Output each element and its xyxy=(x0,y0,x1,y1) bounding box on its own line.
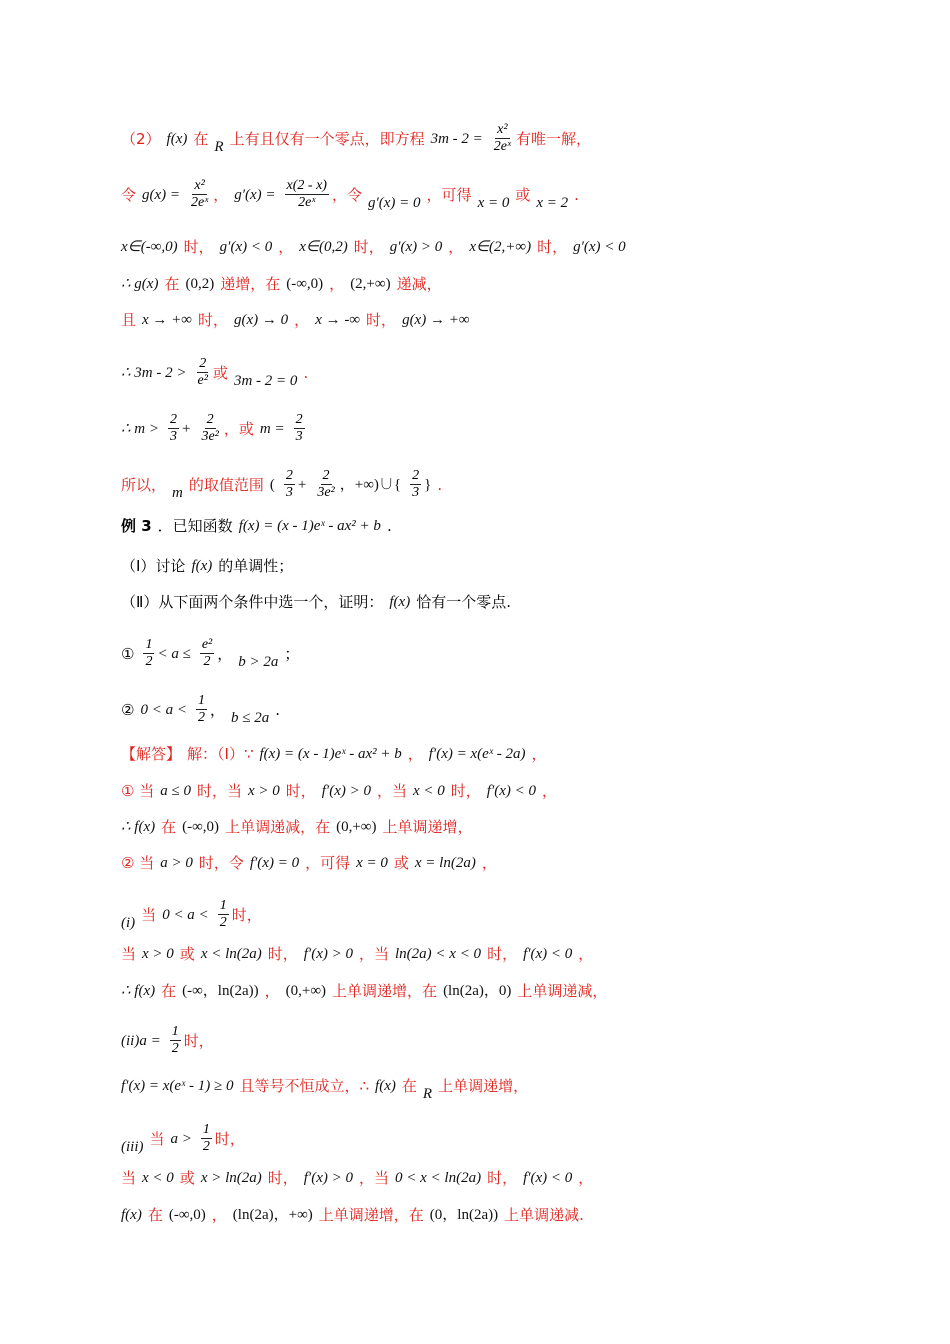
text-run: 或 xyxy=(515,185,531,204)
text-run: 上单调递增， xyxy=(438,1077,529,1095)
text-run: 或 xyxy=(212,363,228,382)
fraction-denominator: e² xyxy=(197,373,208,388)
text-run: ， xyxy=(329,275,345,293)
math-expression: x = ln(2a) xyxy=(414,855,476,871)
math-expression: f(x) xyxy=(166,130,188,147)
math-expression: f′(x) = x(eˣ - 1) ≥ 0 xyxy=(121,1078,234,1094)
text-run: 且 xyxy=(121,311,137,329)
text-run: ① xyxy=(121,644,135,663)
math-expression: g′(x) = xyxy=(234,186,276,203)
math-expression: (2,+∞) xyxy=(350,276,391,292)
fraction xyxy=(285,178,329,211)
fraction-numerator: 1 xyxy=(197,693,205,708)
fraction-denominator: 3e² xyxy=(201,429,219,444)
math-expression: 3m - 2 = 0 xyxy=(233,372,298,389)
text-run: ，可得 xyxy=(426,185,472,204)
math-expression: ∴ f(x) xyxy=(121,983,156,999)
text-run: 上有且仅有一个零点，即方程 xyxy=(229,129,425,148)
text-run: ， xyxy=(448,238,464,256)
text-run: 时， xyxy=(183,1031,214,1050)
text-line xyxy=(121,1075,534,1102)
fraction-denominator: 2 xyxy=(219,915,227,930)
fraction-numerator: 2 xyxy=(412,468,420,483)
fraction xyxy=(492,122,513,155)
text-run: ， xyxy=(217,644,233,663)
math-expression: + xyxy=(182,420,191,437)
math-expression: f(x) xyxy=(389,594,411,610)
text-run: 令 xyxy=(121,185,137,204)
math-expression: f′(x) > 0 xyxy=(321,783,371,799)
text-run: 上单调递增， xyxy=(382,818,473,836)
math-expression: (ln(2a)，0) xyxy=(443,983,512,999)
fraction-denominator: 2eˣ xyxy=(493,139,511,154)
math-expression: g′(x) < 0 xyxy=(573,239,626,255)
fraction-denominator: 2 xyxy=(197,710,205,725)
math-expression: (0，ln(2a)) xyxy=(429,1207,499,1223)
fraction-numerator: x² xyxy=(497,122,508,137)
fraction-numerator: e² xyxy=(201,637,213,652)
text-run: 时， xyxy=(183,238,214,256)
text-line xyxy=(121,816,479,837)
fraction-denominator: 3 xyxy=(412,485,420,500)
math-expression: m xyxy=(172,484,183,501)
math-expression: f′(x) < 0 xyxy=(523,1170,573,1186)
text-run: 上单调递增，在 xyxy=(318,1206,424,1224)
text-line xyxy=(121,980,613,1001)
math-expression: a > 0 xyxy=(160,855,193,871)
math-expression: a > xyxy=(170,1130,192,1147)
text-run: ， xyxy=(578,1169,594,1187)
text-run: 恰有一个零点. xyxy=(416,593,511,611)
text-run: 解：（Ⅰ）∵ xyxy=(187,745,254,763)
fraction-denominator: 2 xyxy=(202,1139,210,1154)
text-line xyxy=(121,780,563,801)
fraction xyxy=(201,1122,212,1155)
math-expression: (-∞,0) xyxy=(286,276,324,292)
text-run: 时， xyxy=(450,782,481,800)
math-expression: } xyxy=(424,476,432,493)
text-line xyxy=(121,356,314,389)
text-line xyxy=(121,943,599,964)
text-run: 当 xyxy=(141,905,157,924)
text-run: 递增，在 xyxy=(220,275,281,293)
text-run: 上单调递减，在 xyxy=(225,818,331,836)
text-line xyxy=(121,743,553,764)
fraction-numerator: 1 xyxy=(145,637,153,652)
math-expression: x < ln(2a) xyxy=(200,946,262,962)
math-expression: ( xyxy=(269,476,275,493)
fraction-numerator: 1 xyxy=(219,898,227,913)
math-expression: (-∞,0) xyxy=(168,1207,206,1223)
math-expression: ∴ 3m - 2 > xyxy=(121,364,187,381)
text-run: 上单调递减. xyxy=(504,1206,584,1224)
fraction-denominator: 3 xyxy=(170,429,177,444)
text-line xyxy=(121,178,585,211)
text-run: 时， xyxy=(366,311,397,329)
text-line xyxy=(121,555,299,576)
text-run: 上单调递增，在 xyxy=(332,982,438,1000)
math-expression: < a ≤ xyxy=(157,645,191,662)
text-run: 时， xyxy=(231,905,262,924)
text-run: 在 xyxy=(161,818,177,836)
fraction-numerator: 2 xyxy=(199,356,207,371)
math-expression: f(x) xyxy=(375,1078,396,1094)
text-run: 在 xyxy=(401,1077,417,1095)
math-expression: x > 0 xyxy=(142,946,174,962)
math-expression: (i) xyxy=(121,914,136,931)
fraction xyxy=(200,637,214,670)
text-line xyxy=(121,1122,251,1155)
text-run: ，令 xyxy=(331,185,362,204)
math-expression: 0 < a < xyxy=(162,906,209,923)
math-expression: x = 0 xyxy=(477,194,510,211)
fraction-numerator: 2 xyxy=(206,412,214,427)
fraction xyxy=(410,468,421,501)
text-run: ，当 xyxy=(358,1169,389,1187)
text-run: ， xyxy=(213,185,229,204)
text-run: 时， xyxy=(198,311,229,329)
text-run: . xyxy=(275,700,280,719)
text-run: 在 xyxy=(147,1206,163,1224)
text-line xyxy=(121,1204,590,1225)
text-line xyxy=(121,693,286,726)
math-expression: g′(x) = 0 xyxy=(367,194,421,211)
math-expression: (ii)a = xyxy=(121,1032,161,1049)
text-run: 时，当 xyxy=(196,782,242,800)
text-run: 时， xyxy=(353,238,384,256)
math-expression: g′(x) > 0 xyxy=(389,239,443,255)
text-run: （Ⅰ）讨论 xyxy=(121,557,186,575)
text-run: ， xyxy=(209,700,225,719)
math-expression: 0 < a < xyxy=(140,701,187,718)
text-run: 时， xyxy=(214,1129,245,1148)
math-expression: x∈(2,+∞) xyxy=(469,239,532,255)
fraction xyxy=(218,898,229,931)
fraction xyxy=(168,412,179,445)
fraction-denominator: 3e² xyxy=(317,485,335,500)
math-expression: (iii) xyxy=(121,1138,144,1155)
fraction-denominator: 3 xyxy=(285,485,293,500)
text-run: ， xyxy=(278,238,294,256)
fraction-denominator: 2 xyxy=(203,654,211,669)
math-expression: x∈(0,2) xyxy=(299,239,348,255)
text-run: ， xyxy=(481,854,497,872)
fraction xyxy=(199,412,220,445)
text-run: 【解答】 xyxy=(121,745,182,763)
fraction-denominator: 2eˣ xyxy=(191,195,209,210)
math-expression: g(x) = xyxy=(142,186,181,203)
math-expression: (0,+∞) xyxy=(336,819,377,835)
text-run: 时， xyxy=(487,945,518,963)
text-run: ， xyxy=(264,982,280,1000)
text-run: 当 xyxy=(149,1129,165,1148)
text-run: 时， xyxy=(487,1169,518,1187)
fraction xyxy=(294,412,305,445)
text-run: ， xyxy=(211,1206,227,1224)
math-expression: f(x) xyxy=(191,558,213,574)
fraction-denominator: 2 xyxy=(171,1041,179,1056)
math-expression: b ≤ 2a xyxy=(230,709,270,726)
fraction-numerator: 1 xyxy=(202,1122,210,1137)
text-line xyxy=(121,273,448,294)
text-run: 在 xyxy=(164,275,180,293)
math-expression: f(x) = (x - 1)eˣ - ax² + b xyxy=(259,746,402,762)
text-run: 例 3 xyxy=(121,517,152,535)
text-run: ， xyxy=(531,745,547,763)
text-run: ， xyxy=(294,311,310,329)
text-run: ，或 xyxy=(223,419,254,438)
text-run: （2） xyxy=(121,129,161,148)
fraction-numerator: 2 xyxy=(322,468,330,483)
text-run: 在 xyxy=(161,982,177,1000)
math-expression: ，+∞)∪{ xyxy=(339,476,402,493)
fraction xyxy=(196,693,207,726)
math-expression: a ≤ 0 xyxy=(160,783,191,799)
text-run: 或 xyxy=(179,945,195,963)
math-expression: + xyxy=(297,476,307,493)
text-run: 且等号不恒成立，∴ xyxy=(239,1077,370,1095)
text-run: 或 xyxy=(393,854,409,872)
text-run: 时， xyxy=(537,238,568,256)
fraction-numerator: x² xyxy=(194,178,205,193)
text-run: ② 当 xyxy=(121,854,155,872)
fraction-denominator: 3 xyxy=(295,429,303,444)
math-expression: f′(x) > 0 xyxy=(303,946,353,962)
text-line xyxy=(121,236,632,257)
math-expression: (ln(2a)，+∞) xyxy=(232,1207,313,1223)
math-expression: R xyxy=(214,138,224,155)
fraction-numerator: 2 xyxy=(285,468,293,483)
text-line xyxy=(121,1167,599,1188)
math-expression: x → +∞ xyxy=(142,312,192,328)
text-run: ， xyxy=(578,945,594,963)
text-run: ， xyxy=(407,745,423,763)
text-run: ， xyxy=(542,782,558,800)
fraction-denominator: 2eˣ xyxy=(298,195,316,210)
text-line xyxy=(121,852,503,873)
text-line xyxy=(121,898,268,931)
text-run: . xyxy=(303,363,309,382)
math-expression: 0 < x < ln(2a) xyxy=(395,1170,482,1186)
text-run: 时， xyxy=(267,945,298,963)
math-expression: (-∞,0) xyxy=(182,819,220,835)
text-run: 的单调性； xyxy=(218,557,294,575)
text-run: ① 当 xyxy=(121,782,155,800)
math-expression: g′(x) < 0 xyxy=(219,239,273,255)
math-expression: f′(x) > 0 xyxy=(303,1170,353,1186)
text-line xyxy=(121,591,517,612)
text-line xyxy=(121,1024,220,1057)
text-run: ，可得 xyxy=(305,854,351,872)
fraction xyxy=(196,356,210,389)
math-expression: x = 2 xyxy=(536,194,569,211)
text-run: 在 xyxy=(193,129,209,148)
math-expression: x < 0 xyxy=(413,783,445,799)
text-run: 的取值范围 xyxy=(188,475,264,494)
math-expression: g(x) → 0 xyxy=(234,312,289,328)
text-run: ．已知函数 xyxy=(157,517,233,535)
text-run: . xyxy=(574,185,579,204)
text-run: 或 xyxy=(179,1169,195,1187)
text-run: ，当 xyxy=(376,782,407,800)
text-run: 时， xyxy=(285,782,316,800)
math-expression: (-∞，ln(2a)) xyxy=(182,983,259,999)
math-expression: ln(2a) < x < 0 xyxy=(395,946,482,962)
math-expression: (0,+∞) xyxy=(285,983,327,999)
math-expression: x → -∞ xyxy=(315,312,361,328)
text-run: 递减， xyxy=(396,275,442,293)
math-expression: m = xyxy=(259,420,285,437)
text-run: 上单调递减， xyxy=(517,982,608,1000)
text-run: 当 xyxy=(121,945,137,963)
math-expression: 3m - 2 = xyxy=(430,130,483,147)
fraction-numerator: 1 xyxy=(171,1024,179,1039)
text-run: ② xyxy=(121,700,135,719)
fraction xyxy=(284,468,295,501)
math-expression: (0,2) xyxy=(185,276,215,292)
math-expression: x > 0 xyxy=(247,783,280,799)
math-expression: ∴ m > xyxy=(121,420,159,437)
text-run: 时， xyxy=(267,1169,298,1187)
math-expression: f′(x) = 0 xyxy=(249,855,300,871)
text-run: 所以， xyxy=(121,475,167,494)
text-line xyxy=(121,515,398,536)
text-run: ； xyxy=(284,644,300,663)
math-expression: R xyxy=(422,1086,433,1102)
text-run: 当 xyxy=(121,1169,137,1187)
math-expression: ∴ f(x) xyxy=(121,819,156,835)
math-expression: x = 0 xyxy=(356,855,388,871)
fraction-denominator: 2 xyxy=(145,654,153,669)
fraction xyxy=(315,468,336,501)
math-expression: x < 0 xyxy=(142,1170,174,1186)
math-expression: f(x) = (x - 1)eˣ - ax² + b xyxy=(238,518,381,534)
text-line xyxy=(121,412,308,445)
text-run: 有唯一解， xyxy=(515,129,591,148)
math-expression: f(x) xyxy=(121,1207,142,1223)
text-run: . xyxy=(437,475,443,494)
math-expression: f′(x) = x(eˣ - 2a) xyxy=(428,746,526,762)
text-line xyxy=(121,309,476,330)
text-run: 时，令 xyxy=(198,854,244,872)
text-line xyxy=(121,468,448,501)
fraction-numerator: 2 xyxy=(295,412,303,427)
math-expression: ∴ g(x) xyxy=(121,276,159,292)
fraction xyxy=(189,178,210,211)
text-run: ，当 xyxy=(358,945,389,963)
text-line xyxy=(121,122,597,155)
fraction-numerator: x(2 - x) xyxy=(286,178,327,193)
fraction-numerator: 2 xyxy=(170,412,177,427)
math-expression: f′(x) < 0 xyxy=(486,783,537,799)
math-expression: x > ln(2a) xyxy=(200,1170,262,1186)
text-line xyxy=(121,637,305,670)
math-expression: f′(x) < 0 xyxy=(523,946,573,962)
text-run: . xyxy=(386,517,392,535)
text-run: （Ⅱ）从下面两个条件中选一个，证明： xyxy=(121,593,384,611)
fraction xyxy=(143,637,154,670)
math-expression: b > 2a xyxy=(238,653,279,670)
math-expression: x∈(-∞,0) xyxy=(121,239,178,255)
math-expression: g(x) → +∞ xyxy=(402,312,470,328)
fraction xyxy=(170,1024,181,1057)
